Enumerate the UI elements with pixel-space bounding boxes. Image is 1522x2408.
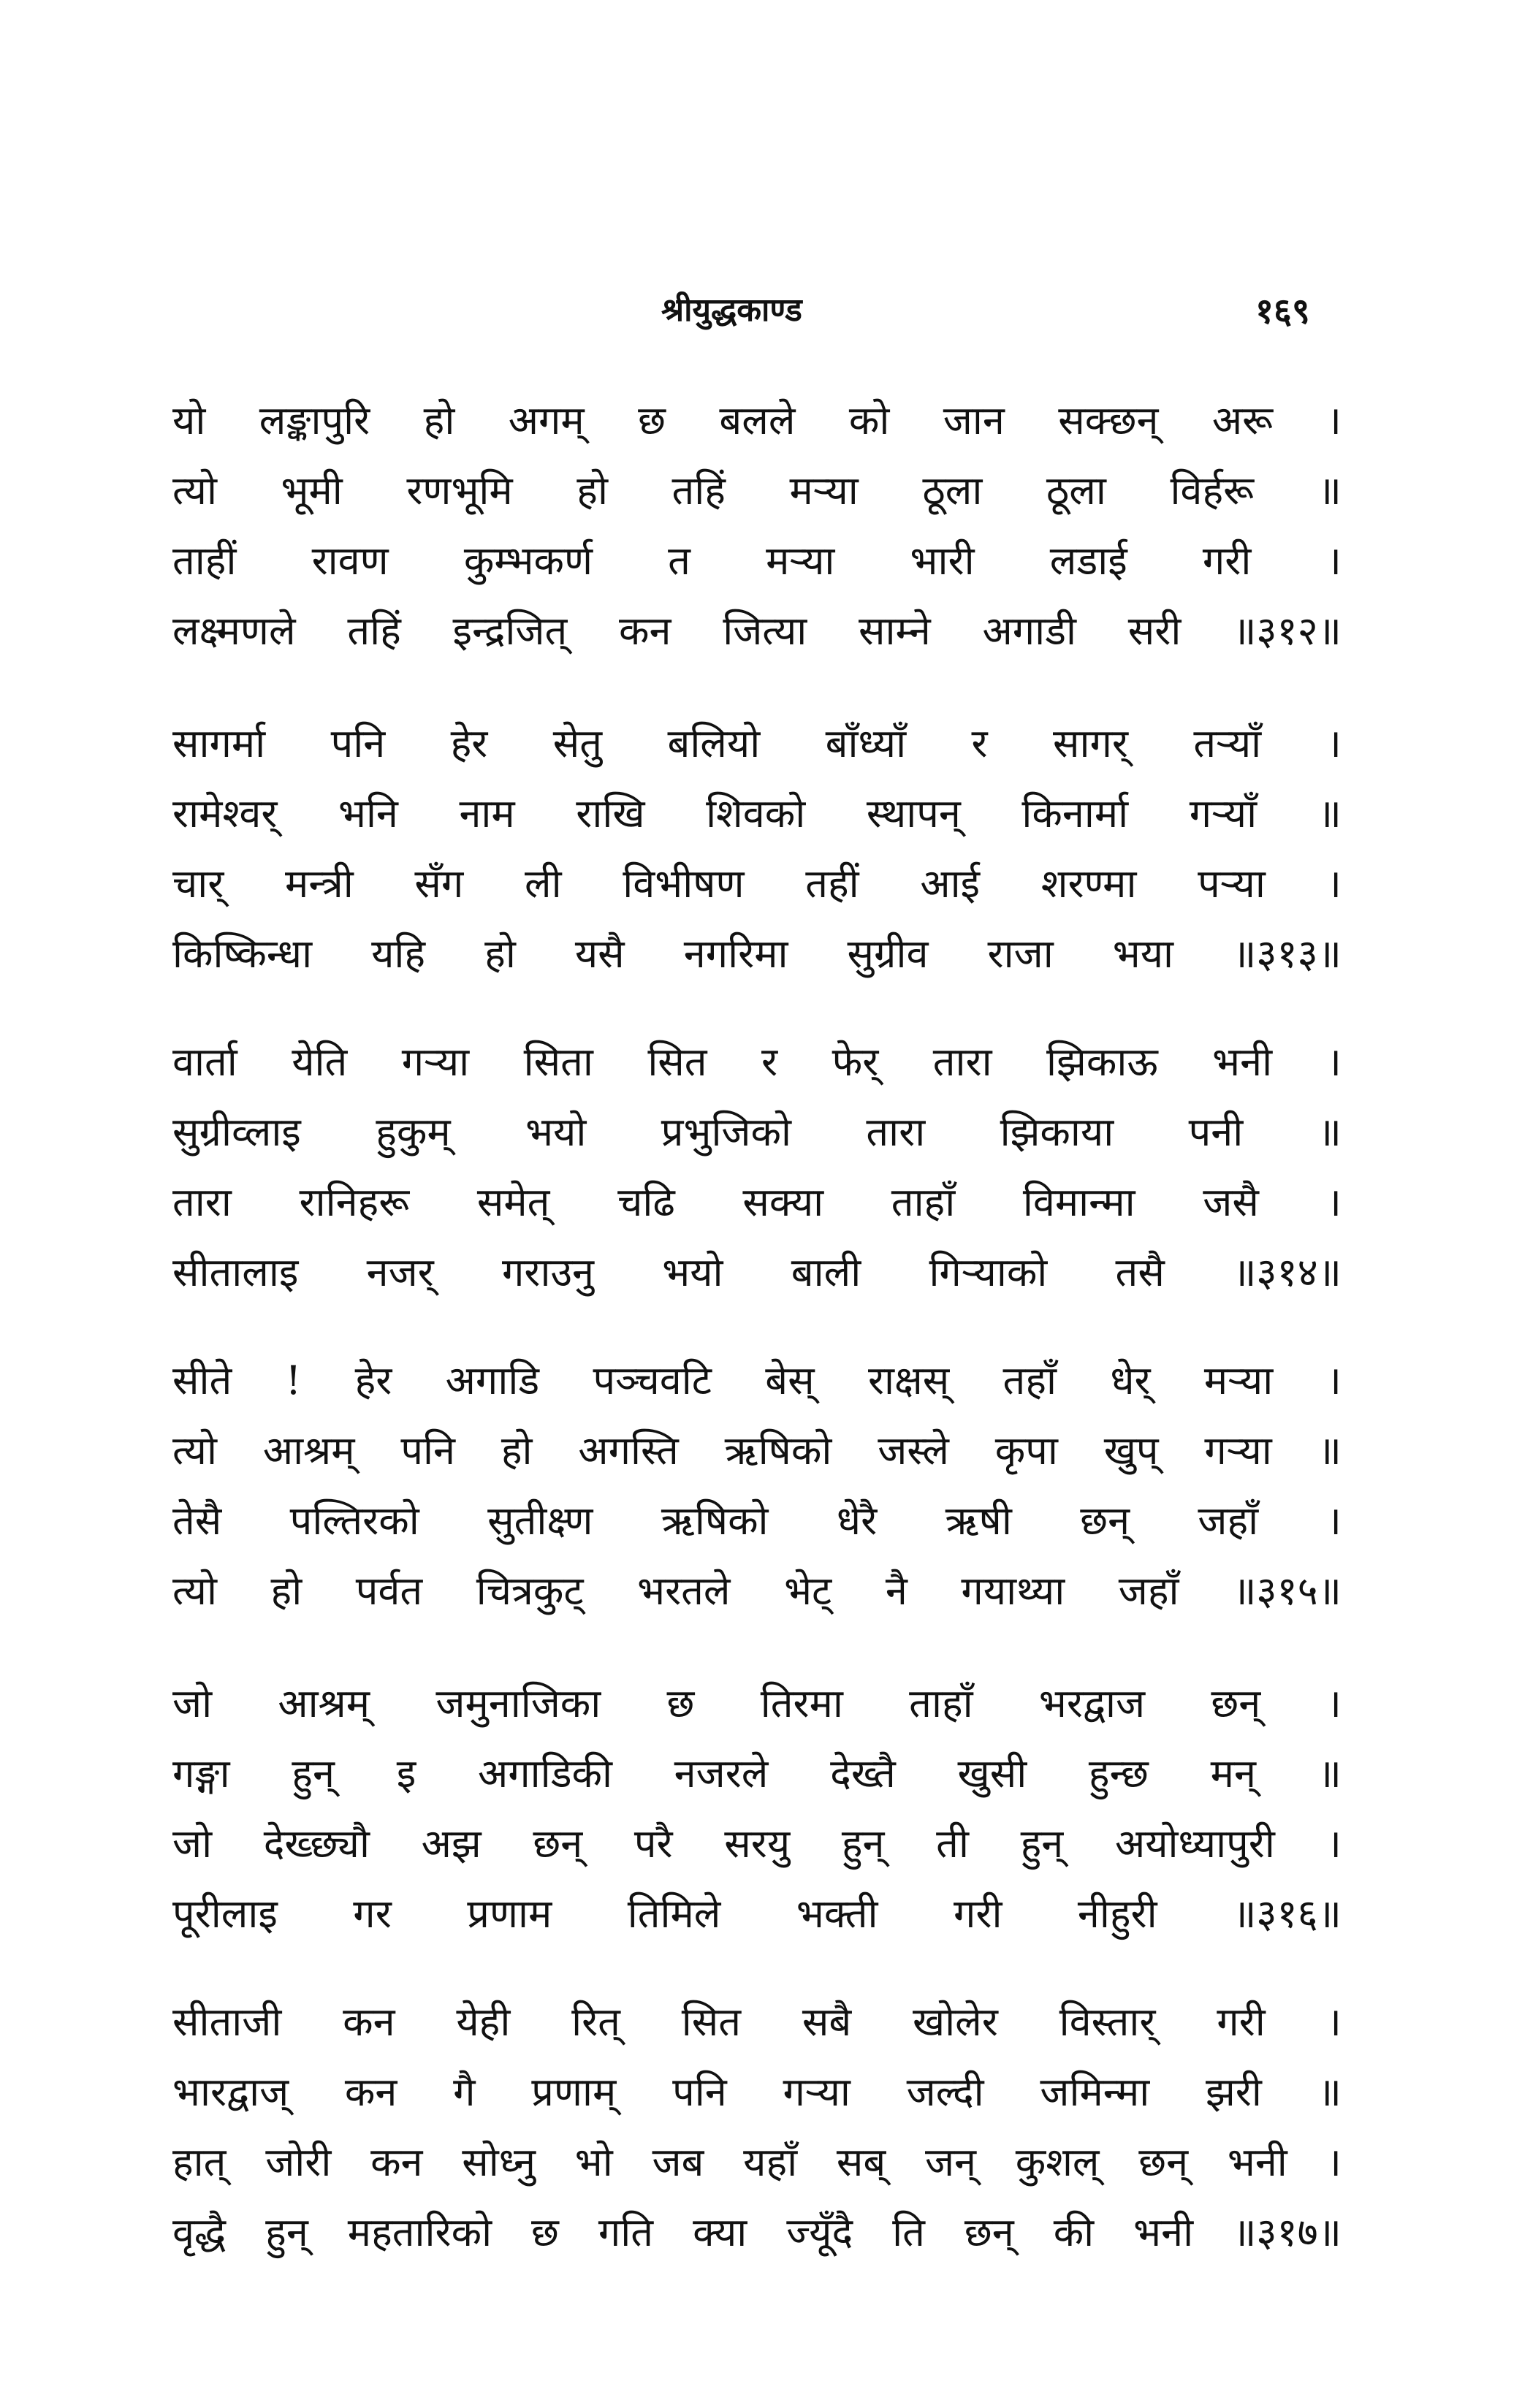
- verse-316: [172, 1669, 1342, 1949]
- verse-line: सुग्रीव्लाइ हुकुम् भयो प्रभुजिको तारा झिकाया पनी ॥: [172, 1109, 1342, 1155]
- verse-line: सीते ! हेर अगाडि पञ्चवटि बेस् राक्षस् तहाँ धेर् मऱ्या ।: [172, 1357, 1342, 1403]
- verse-312: [172, 386, 1342, 666]
- verse-line: तारा रानिहरू समेत् चढि सक्या ताहाँ विमान्मा जसै ।: [172, 1179, 1342, 1225]
- verse-line: त्यो आश्रम् पनि हो अगस्ति ऋषिको जस्ले कृपा खुप् गऱ्या ॥: [172, 1428, 1342, 1474]
- verse-313: [172, 709, 1342, 989]
- verse-line: सीतालाइ नजर् गराउनु भयो बाली गिऱ्याको तसै ॥३१४॥: [172, 1249, 1342, 1295]
- verse-line: जो आश्रम् जमुनाजिका छ तिरमा ताहाँ भरद्वाज छन् ।: [172, 1680, 1342, 1726]
- verse-line: वृद्धै हुन् महतारिको छ गति क्या ज्यूँदै ति छन् की भनी ॥३१७॥: [172, 2209, 1342, 2255]
- verse-line: हात् जोरी कन सोध्नु भो जब यहाँ सब् जन् कुशल् छन् भनी ।: [172, 2139, 1342, 2185]
- verse-line: सागर्मा पनि हेर सेतु बलियो बाँध्याँ र सागर् तऱ्याँ ।: [172, 720, 1342, 766]
- verse-line: त्यो हो पर्वत चित्रकुट् भरतले भेट् नै गयाथ्या जहाँ ॥३१५॥: [172, 1568, 1342, 1614]
- verse-315: [172, 1346, 1342, 1626]
- verse-line: त्यो भूमी रणभूमि हो तहिं मऱ्या ठूला ठूला विर्हरू ॥: [172, 468, 1342, 514]
- verse-line: गङ्गा हुन् इ अगाडिकी नजरले देख्तै खुसी हुन्छ मन् ॥: [172, 1750, 1342, 1797]
- verse-line: लक्ष्मणले तहिं इन्द्रजित् कन जित्या साम्ने अगाडी सरी ॥३१२॥: [172, 608, 1342, 654]
- verse-line: चार् मन्त्री सँग ली विभीषण तहीं आई शरण्मा पऱ्या ।: [172, 861, 1342, 907]
- running-title: श्रीयुद्धकाण्ड: [661, 292, 802, 329]
- verse-line: पूरीलाइ गर प्रणाम तिमिले भक्ती गरी नीहुरी ॥३१६॥: [172, 1891, 1342, 1937]
- verse-line: सीताजी कन येही रित् सित सबै खोलेर विस्तार् गरी ।: [172, 1999, 1342, 2045]
- verse-314: [172, 1027, 1342, 1308]
- verse-line: जो देख्छ्यौ अझ छन् परै सरयु हुन् ती हुन् अयोध्यापुरी ।: [172, 1821, 1342, 1867]
- verse-line: तेसै पल्तिरको सुतीक्ष्ण ऋषिको धेरै ऋषी छन् जहाँ ।: [172, 1498, 1342, 1544]
- verse-line: यो लङ्कापुरि हो अगम् छ बलले को जान सक्छन् अरू ।: [172, 397, 1342, 443]
- verse-line: रामेश्वर् भनि नाम राखि शिवको स्थापन् किनार्मा गऱ्याँ ॥: [172, 790, 1342, 837]
- verse-line: वार्ता येति गऱ्या सिता सित र फेर् तारा झिकाऊ भनी ।: [172, 1039, 1342, 1085]
- verse-317: [172, 1987, 1342, 2268]
- verse-line: ताहीं रावण कुम्भकर्ण त मऱ्या भारी लडाई गरी ।: [172, 538, 1342, 584]
- page-number: १६९: [1255, 291, 1310, 332]
- verse-line: किष्किन्धा यहि हो यसै नगरिमा सुग्रीव राजा भया ॥३१३॥: [172, 931, 1342, 977]
- verse-line: भारद्वाज् कन गै प्रणाम् पनि गऱ्या जल्दी जमिन्मा झरी ॥: [172, 2069, 1342, 2115]
